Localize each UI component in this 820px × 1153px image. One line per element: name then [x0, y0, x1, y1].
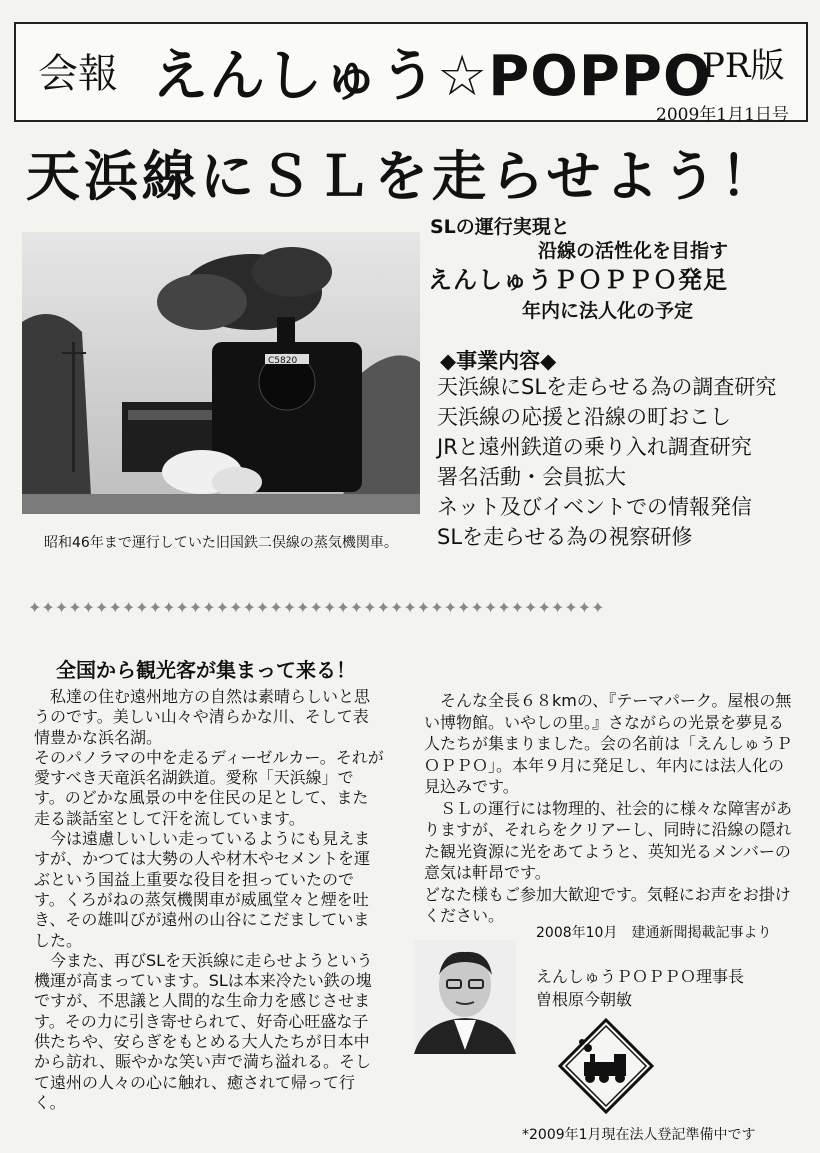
signature-name: 曽根原今朝敏: [536, 990, 633, 1009]
article-right-body: [424, 690, 794, 927]
masthead-pr-edition: PR版: [702, 46, 785, 86]
article-title: 全国から観光客が集まって来る！: [56, 658, 356, 682]
business-item: 署名活動・会員拡大: [437, 465, 626, 489]
article-paragraph: ＳＬの運行には物理的、社会的に様々な障害がありますが、それらをクリアーし、同時に沿線の隠れた観光資源に光をあてようと、英知光るメンバーの意気は軒昂です。: [424, 798, 793, 882]
article-source: 2008年10月 建通新聞掲載記事より: [536, 925, 772, 941]
business-list: [437, 372, 776, 552]
business-item: JRと遠州鉄道の乗り入れ調査研究: [437, 435, 752, 459]
main-headline: 天浜線にＳＬを走らせよう！: [26, 145, 779, 208]
article-left-body: [34, 687, 384, 1113]
intro-line-4: 年内に法人化の予定: [522, 300, 694, 322]
article-paragraph: そんな全長６８kmの、『テーマパーク。屋根の無い博物館。いやしの里。』さながらの光景を夢見る人たちが集まりました。会の名前は「えんしゅうＰＯＰＰＯ」。本年９月に発足し、年内には法人化の見込みです。: [424, 691, 793, 796]
intro-line-2: 沿線の活性化を目指す: [538, 240, 729, 262]
masthead: [14, 22, 808, 125]
article-paragraph: そのパノラマの中を走るディーゼルカー。それが愛すべき天竜浜名湖鉄道。愛称「天浜線」です。のどかな風景の中を住民の足として、また走る談話室として汗を流しています。: [34, 747, 384, 828]
locomotive-illustration: [22, 232, 420, 514]
portrait-image: [414, 940, 516, 1054]
steam-locomotive-photo: [22, 232, 420, 514]
article-paragraph: 今また、再びSLを天浜線に走らせようという機運が高まっています。SLは本来冷たい鉄の塊ですが、不思議と人間的な生命力を感じさせます。その力に引き寄せられて、好奇心旺盛な子供たちや、安らぎをもとめる大人たちが日本中から訪れ、賑やかな笑い声で満ち溢れる。そして遠州の人々の心に触れ、癒されて帰って行く。: [34, 950, 373, 1112]
business-item: ネット及びイベントでの情報発信: [437, 495, 752, 519]
issue-date: 2009年1月1日号: [656, 105, 789, 125]
business-item: 天浜線の応援と沿線の町おこし: [437, 405, 731, 429]
business-item: SLを走らせる為の視察研修: [437, 525, 693, 549]
footnote: *2009年1月現在法人登記準備中です: [522, 1127, 756, 1143]
business-heading: ◆事業内容◆: [440, 349, 557, 373]
ornament-divider: ✦✦✦✦✦✦✦✦✦✦✦✦✦✦✦✦✦✦✦✦✦✦✦✦✦✦✦✦✦✦✦✦✦✦✦✦✦✦✦✦✦✦✦: [28, 598, 605, 617]
article-paragraph: 私達の住む遠州地方の自然は素晴らしいと思うのです。美しい山々や清らかな川、そして表情豊かな浜名湖。: [34, 687, 371, 747]
article-paragraph: 今は遠慮しいしい走っているようにも見えますが、かつては大勢の人や材木やセメントを運ぶという国益上重要な役目を担っていたのです。くろがねの蒸気機関車が威風堂々と煙を吐き、その雄叫びが遠州の山谷にこだましていました。: [34, 829, 371, 950]
photo-caption: 昭和46年まで運行していた旧国鉄二俣線の蒸気機関車。: [44, 535, 398, 551]
masthead-title: えんしゅう☆POPPO: [152, 44, 712, 109]
intro-line-1: SLの運行実現と: [430, 216, 570, 238]
business-item: 天浜線にSLを走らせる為の調査研究: [437, 375, 777, 399]
signature-organization: えんしゅうＰＯＰＰＯ理事長: [536, 967, 745, 986]
intro-line-3: えんしゅうＰＯＰＰＯ発足: [428, 266, 728, 294]
chairman-portrait: [414, 940, 516, 1054]
article-paragraph: どなた様もご参加大歓迎です。気軽にお声をお掛けください。: [424, 884, 791, 925]
steam-locomotive-sign-icon: [558, 1018, 654, 1114]
loco-plate: C5820: [268, 356, 298, 366]
masthead-kaiho: 会報: [38, 51, 118, 97]
